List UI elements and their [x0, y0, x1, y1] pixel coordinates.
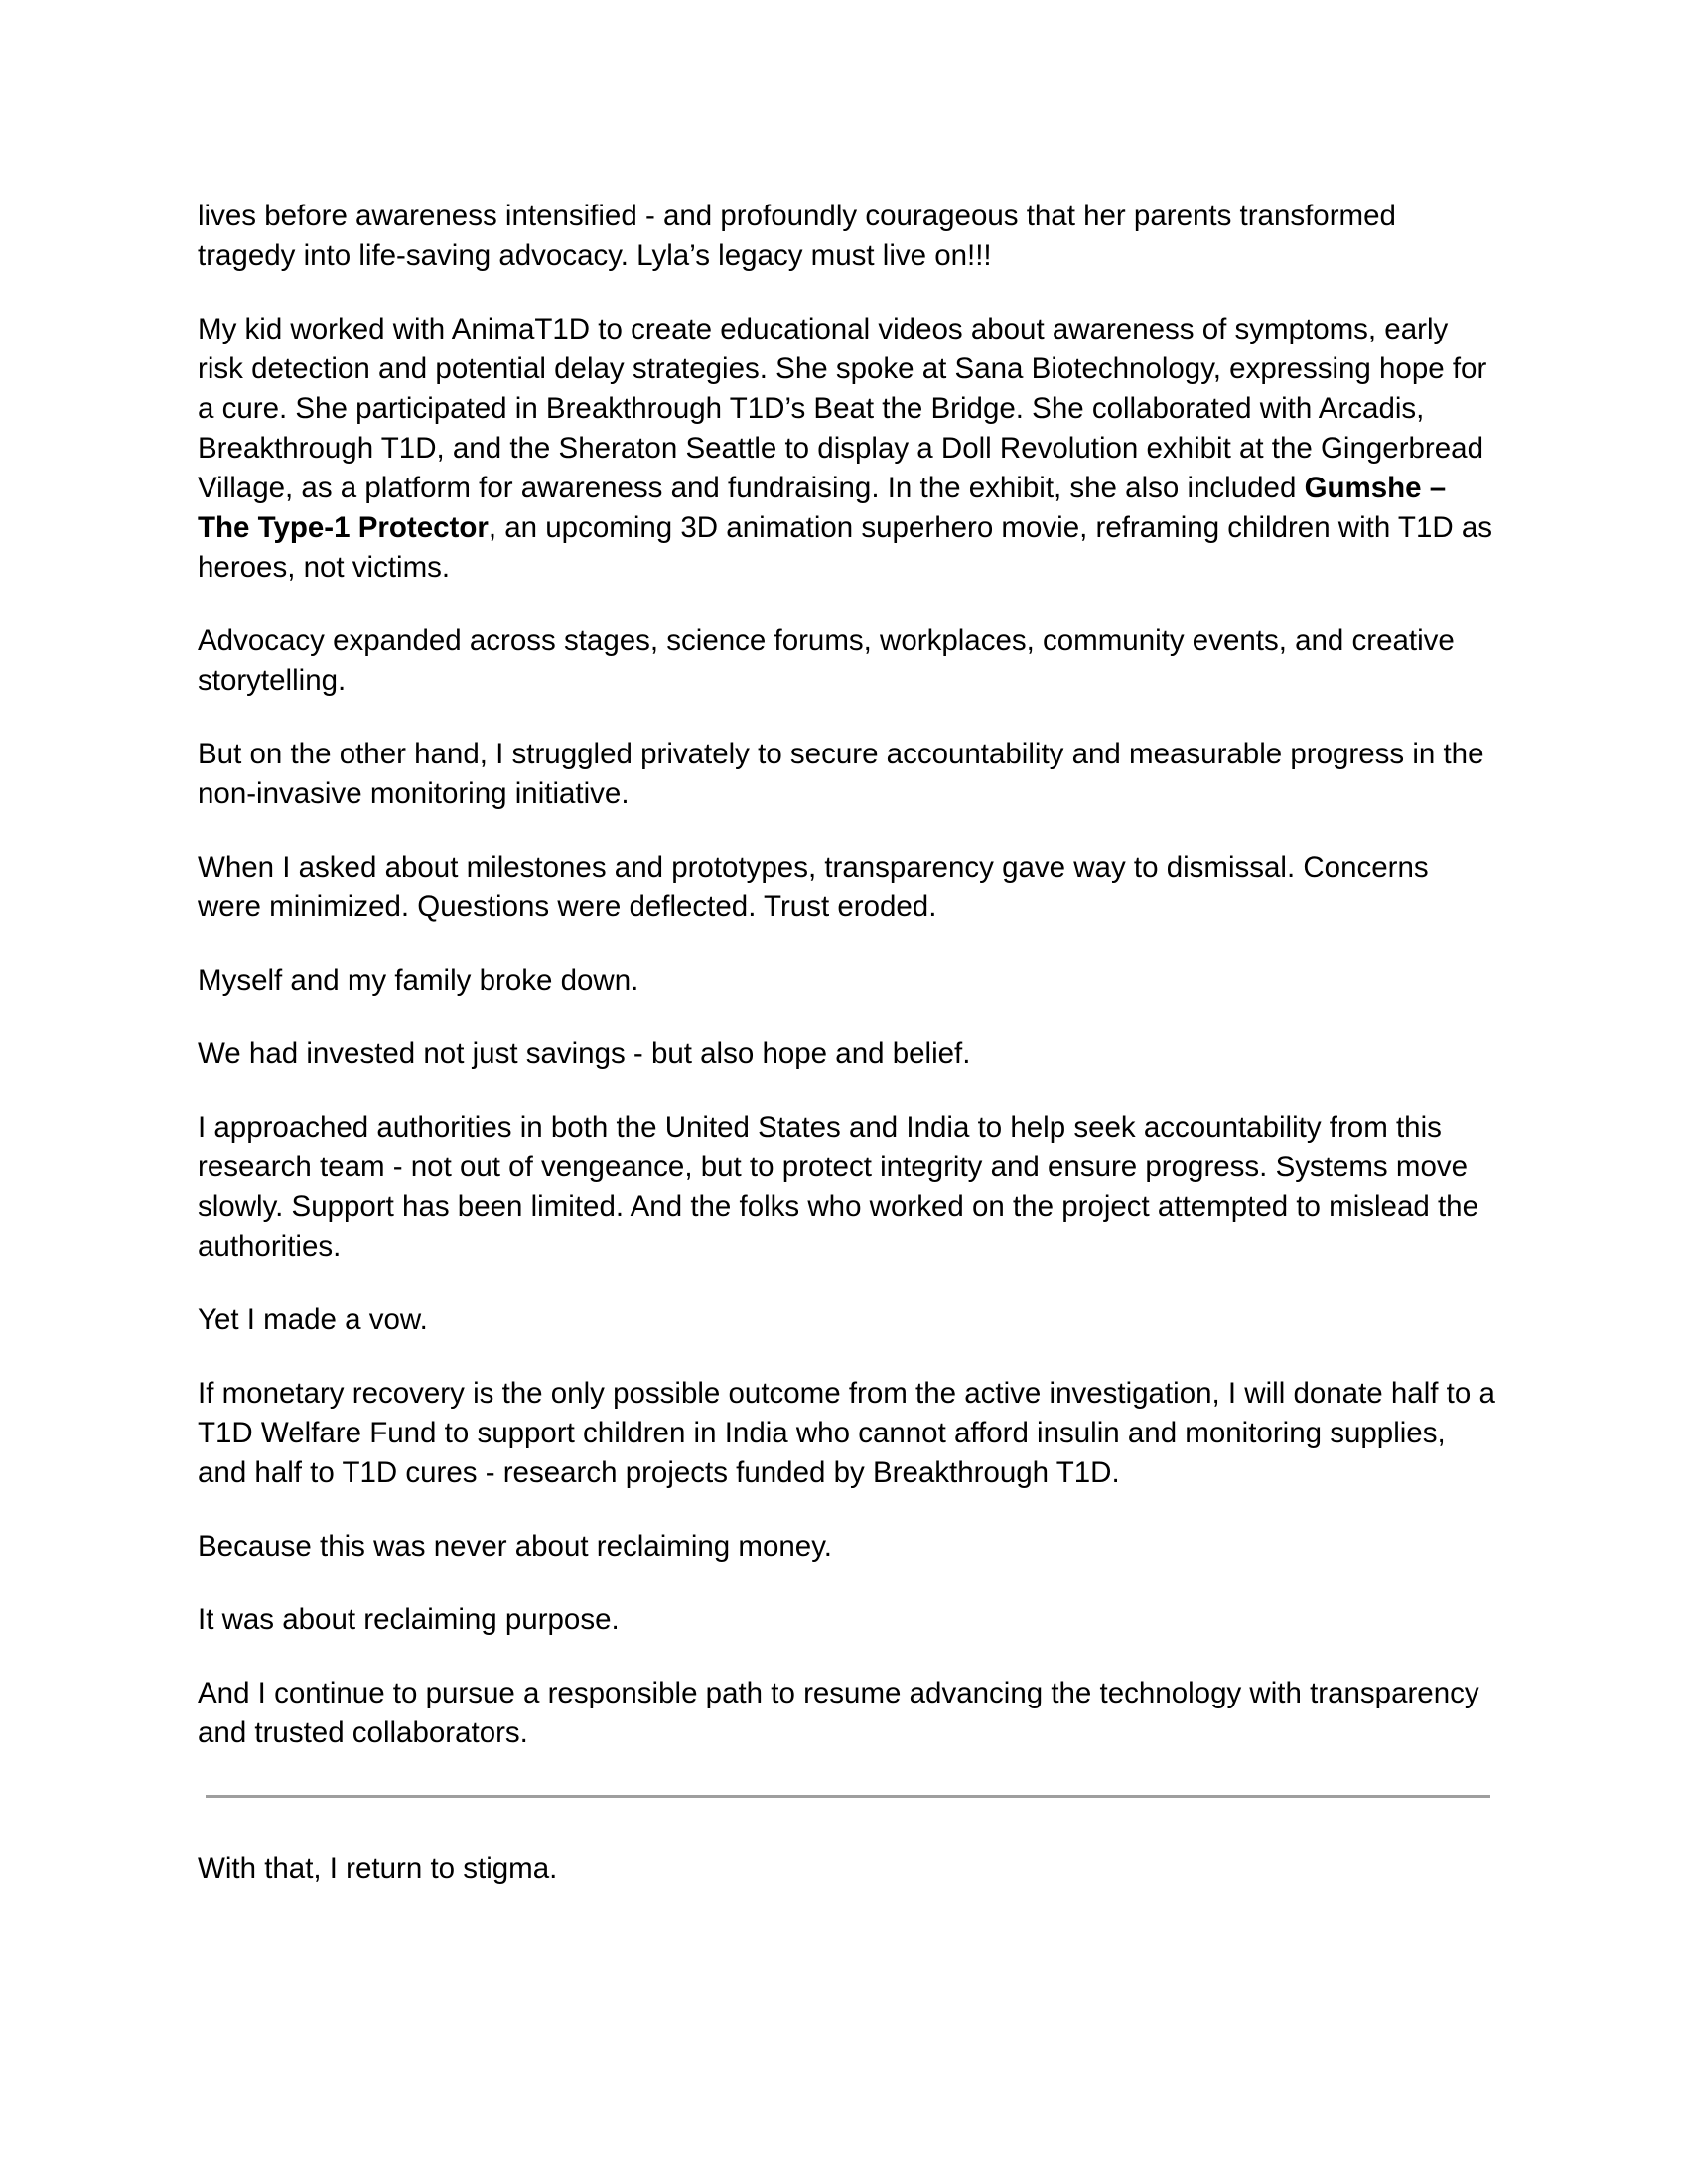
paragraph-text: Yet I made a vow. — [198, 1303, 428, 1336]
document-body — [198, 197, 1498, 1923]
paragraph-never-about-money — [198, 1527, 1498, 1567]
paragraph-text: I approached authorities in both the United States and India to help seek accountability from this research team - not out of vengeance, but to protect integrity and ensure progress. Systems move slowly. Support has been limited. And the folks who worked on the project attempted to mislead the authorities. — [198, 1111, 1478, 1263]
paragraph-text: It was about reclaiming purpose. — [198, 1603, 620, 1636]
paragraph-text: But on the other hand, I struggled privately to secure accountability and measurable progress in the non-invasive monitoring initiative. — [198, 738, 1484, 810]
paragraph-advocacy-expanded — [198, 621, 1498, 701]
paragraph-monetary-recovery — [198, 1374, 1498, 1493]
paragraph-vow — [198, 1300, 1498, 1340]
paragraph-text-before-bold: My kid worked with AnimaT1D to create educational videos about awareness of symptoms, early risk detection and potential delay strategies. She spoke at Sana Biotechnology, expressing hope for a cure. She participated in Breakthrough T1D’s Beat the Bridge. She collaborated with Arcadis, Breakthrough T1D, and the Sheraton Seattle to display a Doll Revolution exhibit at the Gingerbread Village, as a platform for awareness and fundraising. In the exhibit, she also included — [198, 313, 1487, 504]
paragraph-continue — [198, 1674, 1498, 1753]
paragraph-milestones — [198, 848, 1498, 927]
paragraph-text: If monetary recovery is the only possible outcome from the active investigation, I will donate half to a T1D Welfare Fund to support children in India who cannot afford insulin and monitoring supplies, and half to T1D cures - research projects funded by Breakthrough T1D. — [198, 1377, 1495, 1489]
paragraph-lyla-legacy — [198, 197, 1498, 276]
paragraph-text: With that, I return to stigma. — [198, 1852, 558, 1885]
paragraph-text: Advocacy expanded across stages, science forums, workplaces, community events, and creative storytelling. — [198, 624, 1455, 697]
movie-title-bold: Gumshe – The Type-1 Protector — [198, 472, 1447, 544]
paragraph-invested — [198, 1034, 1498, 1074]
paragraph-text: And I continue to pursue a responsible path to resume advancing the technology with transparency and trusted collaborators. — [198, 1677, 1479, 1749]
paragraph-text: Myself and my family broke down. — [198, 964, 639, 997]
paragraph-broke-down — [198, 961, 1498, 1001]
paragraph-purpose — [198, 1600, 1498, 1640]
paragraph-kid-advocacy — [198, 310, 1498, 588]
paragraph-text: We had invested not just savings - but also hope and belief. — [198, 1037, 971, 1070]
paragraph-closing — [198, 1849, 1498, 1889]
horizontal-rule-divider — [206, 1795, 1490, 1798]
paragraph-text: Because this was never about reclaiming money. — [198, 1530, 832, 1563]
paragraph-text: When I asked about milestones and prototypes, transparency gave way to dismissal. Concerns were minimized. Questions were deflected. Trust eroded. — [198, 851, 1429, 923]
paragraph-text: lives before awareness intensified - and profoundly courageous that her parents transformed tragedy into life-saving advocacy. Lyla’s legacy must live on!!! — [198, 200, 1396, 272]
paragraph-struggle — [198, 735, 1498, 814]
paragraph-authorities — [198, 1108, 1498, 1267]
paragraph-text-after-bold: , an upcoming 3D animation superhero movie, reframing children with T1D as heroes, not victims. — [198, 511, 1493, 584]
